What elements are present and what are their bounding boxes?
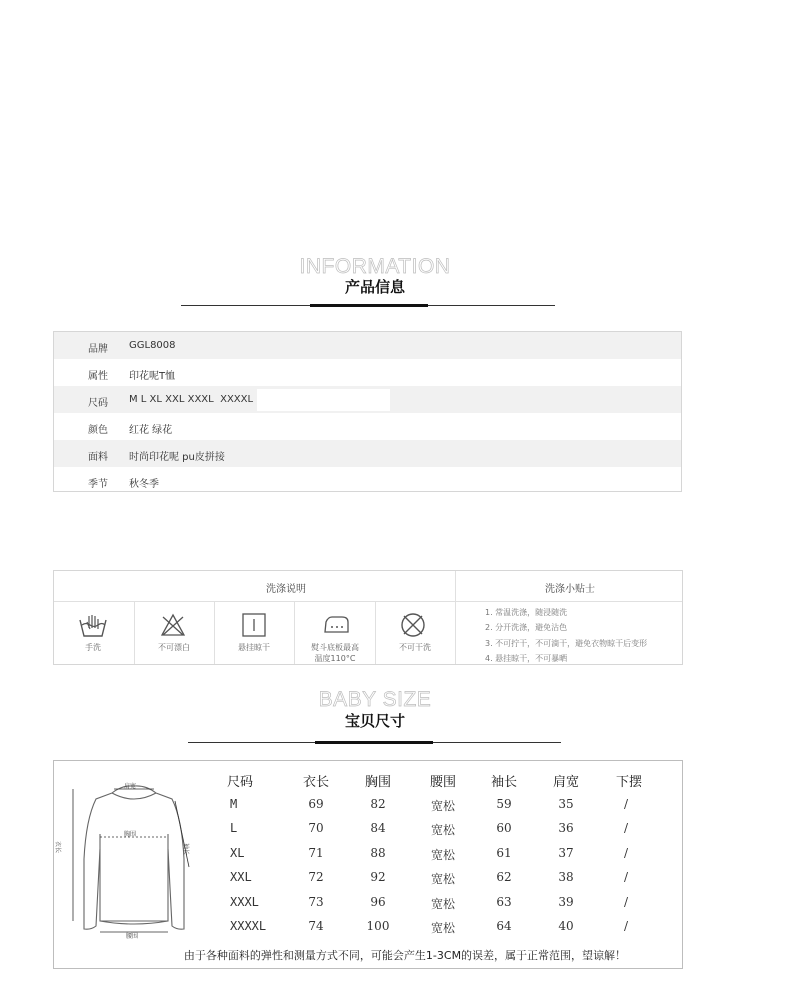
size-header: 下摆	[615, 775, 642, 790]
info-row	[54, 332, 681, 359]
size-header: 腰围	[429, 775, 456, 790]
size-cell: 宽松	[430, 799, 455, 813]
diagram-hem-label: 腰围	[126, 933, 139, 940]
size-cell: 69	[308, 797, 324, 811]
wash-label: 手洗	[85, 643, 101, 652]
size-cell: 宽松	[430, 921, 455, 935]
size-note: 由于各种面料的弹性和测量方式不同，可能会产生1-3CM的误差，属于正常范围，望谅解！	[183, 949, 627, 962]
info-value: 红花 绿花	[129, 425, 173, 436]
tip-item: 1. 常温洗涤，随浸随洗	[485, 608, 568, 617]
divider	[375, 602, 376, 664]
size-header: 袖长	[490, 775, 517, 790]
info-value: 时尚印花呢 pu皮拼接	[129, 452, 225, 463]
size-cell: 61	[496, 845, 512, 860]
size-cell-label: XXXXL	[230, 919, 267, 933]
info-value: 秋冬季	[129, 479, 159, 490]
size-cell: /	[623, 870, 629, 885]
size-cell: 37	[558, 845, 574, 860]
size-cell: 62	[496, 870, 512, 885]
wash-label: 熨斗底板最高 温度110°C	[311, 643, 359, 663]
no-dry-clean-icon	[399, 611, 427, 639]
size-cell: 72	[308, 870, 324, 885]
washing-tips	[485, 605, 647, 666]
blank-patch	[257, 389, 390, 411]
size-cell: 宽松	[430, 847, 455, 862]
divider	[455, 571, 456, 664]
info-row	[54, 413, 681, 440]
size-cell: /	[623, 894, 629, 909]
wash-label: 不可干洗	[399, 643, 431, 652]
size-cell-label: L	[230, 821, 238, 836]
size-cell: 88	[370, 845, 386, 860]
size-cell: 70	[308, 821, 324, 836]
tip-item: 4. 悬挂晾干，不可暴晒	[485, 653, 568, 663]
size-cell: 63	[496, 894, 512, 909]
tip-item: 3. 不可拧干，不可滴干，避免衣物晾干后变形	[485, 638, 648, 648]
wash-label: 不可漂白	[158, 643, 190, 652]
divider	[214, 602, 215, 664]
size-header: 衣长	[302, 775, 329, 790]
info-row	[54, 467, 681, 494]
divider-accent	[310, 304, 428, 307]
size-cell: 82	[370, 797, 386, 811]
size-header: 尺码	[226, 775, 253, 790]
info-label: 颜色	[88, 425, 108, 436]
size-cell: 35	[558, 797, 574, 811]
size-en-title: BABY SIZE	[318, 688, 432, 711]
wash-label: 悬挂晾干	[238, 643, 270, 652]
size-cell-label: XL	[230, 845, 245, 860]
info-row	[54, 440, 681, 467]
garment-diagram	[56, 779, 206, 939]
size-header: 肩宽	[552, 775, 579, 790]
diagram-length-label: 衣长	[54, 841, 61, 854]
info-label: 面料	[88, 452, 108, 463]
size-cell-label: XXXL	[230, 894, 259, 909]
info-label: 属性	[88, 371, 108, 382]
info-label: 季节	[88, 479, 108, 490]
size-cell: 84	[370, 821, 386, 836]
size-cell: 36	[558, 821, 574, 836]
size-cell: 100	[366, 919, 390, 933]
size-cell: 96	[370, 894, 386, 909]
size-cell: 74	[308, 919, 324, 933]
size-cell: /	[623, 845, 629, 860]
size-cell: /	[623, 919, 629, 933]
size-cell: 73	[308, 894, 324, 909]
size-cell: 59	[496, 797, 512, 811]
washing-tips-title: 洗涤小贴士	[545, 584, 595, 595]
size-cell: 宽松	[430, 823, 455, 838]
information-en-title: INFORMATION	[299, 255, 451, 278]
size-cell: 39	[558, 894, 574, 909]
hand-wash-icon	[78, 612, 108, 638]
size-cell-label: M	[230, 797, 238, 811]
iron-icon	[320, 613, 350, 635]
size-cell: /	[623, 821, 629, 836]
size-cell: 宽松	[430, 872, 455, 887]
size-cell: 60	[496, 821, 512, 836]
diagram-chest-label: 胸围	[124, 831, 137, 838]
size-cell: 40	[558, 919, 574, 933]
info-label: 尺码	[88, 398, 108, 409]
size-cell: /	[623, 797, 629, 811]
diagram-sleeve-label: 袖长	[182, 843, 189, 856]
divider-accent	[315, 741, 433, 744]
size-cell: 92	[370, 870, 386, 885]
size-cell: 宽松	[430, 896, 455, 911]
size-cn-title: 宝贝尺寸	[344, 712, 405, 730]
info-value: M L XL XXL XXXL XXXXL	[129, 394, 254, 405]
size-cell-label: XXL	[230, 870, 252, 885]
washing-title: 洗涤说明	[266, 584, 306, 595]
information-cn-title: 产品信息	[344, 278, 405, 296]
tip-item: 2. 分开洗涤，避免沾色	[485, 623, 568, 633]
no-bleach-icon	[160, 613, 186, 637]
info-row	[54, 359, 681, 386]
divider	[134, 602, 135, 664]
size-cell: 64	[496, 919, 512, 933]
info-value: GGL8008	[129, 340, 176, 351]
info-value: 印花呢T恤	[129, 371, 176, 382]
hang-dry-icon	[241, 612, 267, 638]
diagram-shoulder-label: 肩宽	[124, 783, 137, 790]
info-table	[53, 331, 682, 492]
size-header: 胸围	[364, 775, 391, 790]
divider	[54, 601, 682, 602]
info-label: 品牌	[88, 344, 108, 355]
size-cell: 38	[558, 870, 574, 885]
size-cell: 71	[308, 845, 324, 860]
